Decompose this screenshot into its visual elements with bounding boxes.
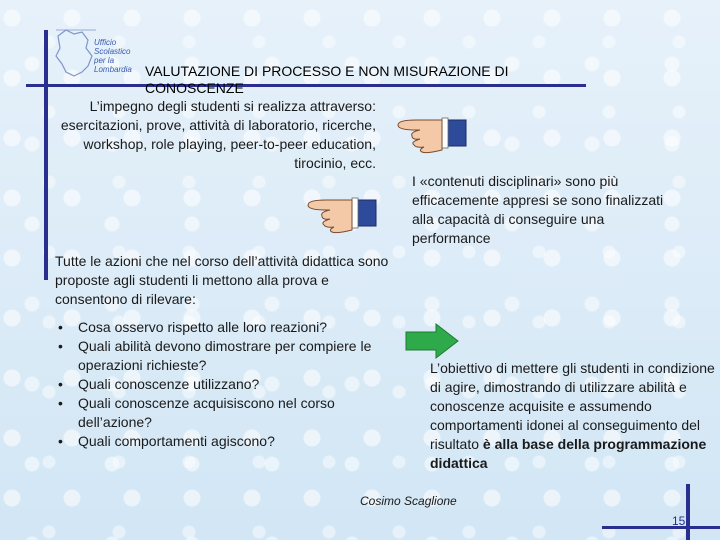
logo-line: Lombardia: [94, 65, 132, 74]
logo-text: [94, 38, 132, 74]
list-item: • Quali comportamenti agiscono?: [55, 432, 400, 451]
decorative-frame-line: [602, 526, 720, 529]
objective-bold-text: è alla base della programmazione didattica: [430, 436, 707, 471]
logo-line: per la: [94, 56, 115, 65]
logo: [52, 26, 148, 84]
decorative-frame-line: [44, 30, 48, 280]
list-item: • Cosa osservo rispetto alle loro reazioni?: [55, 318, 400, 337]
list-item: • Quali conoscenze acquisiscono nel corso dell’azione?: [55, 394, 400, 432]
objective-paragraph: [430, 359, 715, 473]
author: Cosimo Scaglione: [360, 494, 457, 508]
pointing-hand-icon: [396, 106, 468, 163]
list-item: • Quali conoscenze utilizzano?: [55, 375, 400, 394]
decorative-frame-line: [686, 484, 690, 540]
slide-title: VALUTAZIONE DI PROCESSO E NON MISURAZIONE DI CONOSCENZE: [145, 63, 509, 96]
objective-text: L’obiettivo di mettere gli studenti in condizione di agire, dimostrando di utilizzare abilità e conoscenze acquisite e assumendo comportamenti idonei al conseguimento del risultato: [430, 360, 715, 452]
contents-note: I «contenuti disciplinari» sono più efficacemente appresi se sono finalizzati alla capacità di conseguire una performance: [412, 173, 664, 246]
page-number: 15: [672, 514, 686, 528]
actions-intro: Tutte le azioni che nel corso dell’attività didattica sono proposte agli studenti li mettono alla prova e consentono di rilevare:: [55, 253, 389, 307]
questions-list: [55, 318, 400, 451]
intro-paragraph: L’impegno degli studenti si realizza attraverso: esercitazioni, prove, attività di laboratorio, ricerche, workshop, role playing, peer-to-peer education, tirocinio, ecc.: [60, 98, 376, 171]
logo-line: Ufficio: [94, 38, 117, 47]
green-arrow-icon: [404, 322, 460, 360]
list-item: • Quali abilità devono dimostrare per compiere le operazioni richieste?: [55, 337, 400, 375]
logo-line: Scolastico: [94, 47, 131, 56]
pointing-hand-icon: [306, 186, 378, 243]
